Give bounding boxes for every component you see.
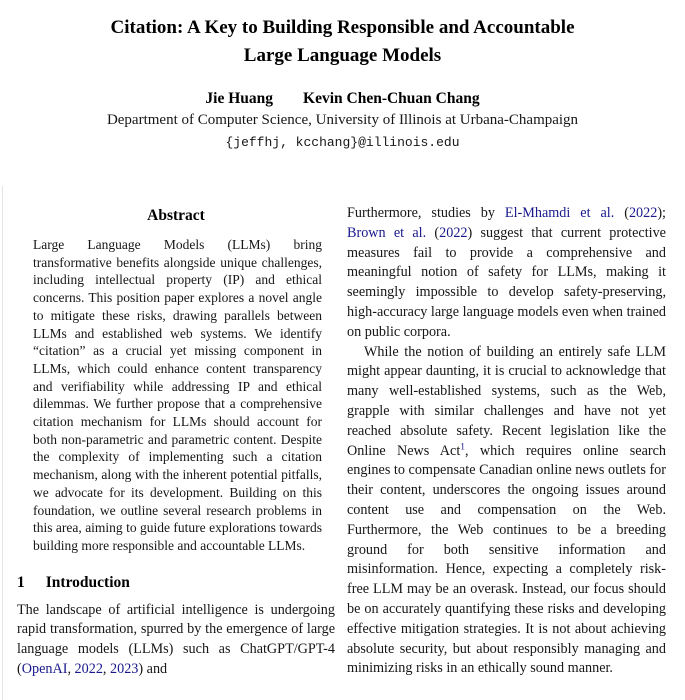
text-segment: While the notion of building an entirely safe LLM might appear daunting, it is crucial to acknowledge that many well-established systems, such as the Web, grapple with similar challenges and have not yet reached absolute safety. Recent legislation like the Online News Act xyxy=(347,343,666,459)
text-segment: ( xyxy=(614,205,629,221)
section-heading-introduction xyxy=(17,574,335,592)
section-number: 1 xyxy=(17,573,25,591)
text-segment: ) suggest that current protective measures fail to provide a comprehensive and meaningful notion of safety for LLMs, making it seemingly impossible to develop safety-preserving, high-accuracy large language models even when trained on public corpora. xyxy=(347,224,666,340)
paper-title-line2: Large Language Models xyxy=(243,45,442,66)
email-line: {jeffhj, kcchang}@illinois.edu xyxy=(225,135,460,150)
left-column xyxy=(17,204,335,680)
author-list xyxy=(0,90,685,108)
citation-link[interactable]: Brown et al. xyxy=(347,224,427,241)
text-segment: , which requires online search engines to compensate Canadian online news outlets for their content, underscores the ongoing issues around content use and compensation on the Web. Furthermore, the Web continues to be a breeding ground for both sensitive information and misinformation. Hence, expecting a completely risk-free LLM may be an overask. Instead, our focus should be on accurately quantifying these risks and developing effective mitigation strategies. It is not about achieving absolute security, but about responsibly managing and minimizing risks in an ethically sound manner. xyxy=(347,442,666,677)
page-edge-line xyxy=(2,186,3,700)
text-segment: ( xyxy=(426,224,440,241)
right-column xyxy=(347,204,666,679)
paper-title xyxy=(0,14,685,70)
text-segment: ); xyxy=(657,205,666,221)
right-column-paragraph-2 xyxy=(347,343,666,680)
text-segment: The landscape of artificial intelligence is undergoing rapid transformation, spurred by the emergence of large language models (LLMs) such as ChatGPT/GPT-4 ( xyxy=(17,601,335,678)
affiliation-line: Department of Computer Science, University of Illinois at Urbana-Champaign xyxy=(106,112,579,128)
text-segment: , xyxy=(102,661,110,678)
citation-link[interactable]: 2023 xyxy=(110,661,139,678)
abstract-heading: Abstract xyxy=(147,207,205,224)
text-segment: , xyxy=(67,661,75,678)
abstract-text: Large Language Models (LLMs) bring transformative benefits alongside unique challenges, including intellectual property (IP) and ethical concerns. This position paper explores a novel angle to mitigate these risks, drawing parallels between LLMs and established web systems. We identify “citation” as a crucial yet missing component in LLMs, which could enhance content transparency and verifiability while addressing IP and ethical dilemmas. We further propose that a comprehensive citation mechanism for LLMs should account for both non-parametric and parametric content. Despite the complexity of implementing such a citation mechanism, along with the inherent potential pitfalls, we advocate for its development. Building on this foundation, we outline several research problems in this area, aiming to guide future explorations towards building more responsible and accountable LLMs. xyxy=(33,237,322,553)
text-segment: ) and xyxy=(138,661,168,678)
citation-link[interactable]: OpenAI xyxy=(21,661,68,678)
citation-link[interactable]: 2022 xyxy=(74,661,103,678)
citation-link[interactable]: 2022 xyxy=(439,224,468,241)
citation-link[interactable]: 2022 xyxy=(628,205,658,221)
citation-link[interactable]: El-Mhamdi et al. xyxy=(504,205,615,221)
footnote-ref-link[interactable]: 1 xyxy=(460,441,466,452)
author-name-jie-huang: Jie Huang xyxy=(205,90,274,107)
section-title: Introduction xyxy=(45,573,130,591)
introduction-paragraph xyxy=(17,601,335,680)
text-segment: Furthermore, studies by xyxy=(347,205,505,221)
right-column-paragraph-1 xyxy=(347,204,666,343)
paper-title-line1: Citation: A Key to Building Responsible and Accountable xyxy=(110,17,575,38)
author-name-kevin-chang: Kevin Chen-Chuan Chang xyxy=(303,90,480,107)
